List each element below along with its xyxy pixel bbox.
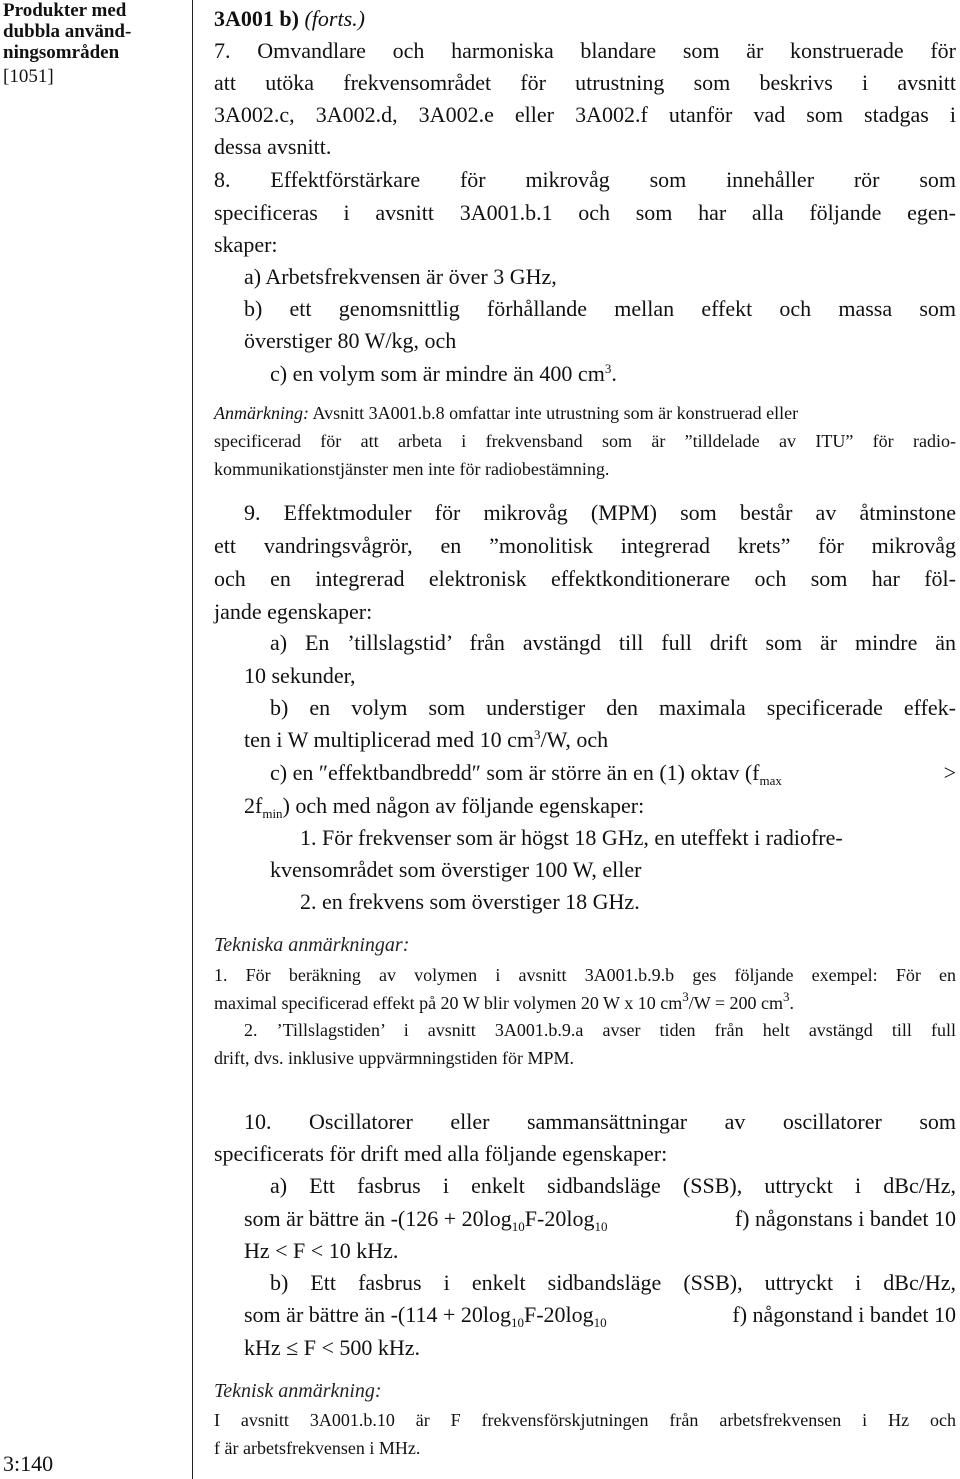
item10-b: b) Ett fasbrus i enkelt sidbandsläge (SSB), uttryckt i dBc/Hz,: [270, 1270, 956, 1295]
item8-line: skaper:: [214, 232, 278, 257]
item9-line: jande egenskaper:: [214, 599, 373, 624]
sidebar-title-line: Produkter med: [3, 0, 127, 21]
item9-c-2: 2. en frekvens som överstiger 18 GHz.: [300, 889, 640, 914]
page-number: 3:140: [3, 1451, 54, 1476]
item9-c-cont: $2f_{min}$) och med någon av följande egenskaper:: [244, 793, 645, 821]
tech-notes-label: Tekniska anmärkningar:: [214, 934, 410, 956]
tech10-line: I avsnitt 3A001.b.10 är F frekvensförskjutningen från arbetsfrekvensen i Hz och: [214, 1410, 956, 1430]
tech9-line: drift, dvs. inklusive uppvärmningstiden för MPM.: [214, 1048, 574, 1068]
section-continued: (forts.): [304, 6, 365, 31]
item8-c: c) en volym som är mindre än 400 $cm^3$.: [270, 361, 617, 386]
item8-line: 8. Effektförstärkare för mikrovåg som innehåller rör som: [214, 167, 956, 192]
section-code: 3A001 b): [214, 6, 299, 31]
item8-a: a) Arbetsfrekvensen är över 3 GHz,: [244, 264, 557, 289]
item10-b-end: kHz ≤ F < 500 kHz.: [244, 1335, 421, 1360]
sidebar: [0, 0, 193, 1479]
sidebar-title: [3, 0, 188, 63]
note8-line: specificerad för att arbeta i frekvensband som är ”tilldelade av ITU” för radio-: [214, 431, 956, 451]
tech9-line: 1. För beräkning av volymen i avsnitt 3A001.b.9.b ges följande exempel: För en: [214, 965, 956, 985]
item7-line: 3A002.c, 3A002.d, 3A002.e eller 3A002.f utanför vad som stadgas i: [214, 102, 956, 127]
tech10-line: f är arbetsfrekvensen i MHz.: [214, 1438, 421, 1458]
item7-line: 7. Omvandlare och harmoniska blandare som är konstruerade för: [214, 38, 956, 63]
sidebar-title-line: dubbla använd-: [3, 21, 132, 42]
tech9-line: 2. ’Tillslagstiden’ i avsnitt 3A001.b.9.a avser tiden från helt avstängd till full: [244, 1020, 956, 1040]
item10-a-cont: som är bättre än $-(126 + 20\log_{10}F-20\log_{10}$ f) någonstans i bandet 10: [244, 1206, 956, 1234]
item9-c-1: 1. För frekvenser som är högst 18 GHz, en uteffekt i radiofre-: [300, 825, 843, 850]
item8-b: b) ett genomsnittlig förhållande mellan effekt och massa som: [244, 296, 956, 321]
item10-a-end: Hz < F < 10 kHz.: [244, 1238, 399, 1263]
item10-a: a) Ett fasbrus i enkelt sidbandsläge (SSB), uttryckt i dBc/Hz,: [270, 1173, 956, 1198]
item9-a: a) En ’tillslagstid’ från avstängd till full drift som är mindre än: [270, 630, 956, 655]
item7-line: att utöka frekvensområdet för utrustning som beskrivs i avsnitt: [214, 70, 956, 95]
item9-line: ett vandringsvågrör, en ”monolitisk integrerad krets” för mikrovåg: [214, 533, 956, 558]
tech-note-label: Teknisk anmärkning:: [214, 1380, 382, 1402]
tech9-line: maximal specificerad effekt på 20 W blir volymen 20 W x 10 $cm^3/W = 200$ $cm^3$.: [214, 989, 795, 1013]
sidebar-title-line: ningsområden: [3, 42, 120, 63]
item9-b: b) en volym som understiger den maximala specificerade effek-: [270, 695, 956, 720]
item8-b-cont: överstiger 80 W/kg, och: [244, 328, 457, 353]
item10-line: 10. Oscillatorer eller sammansättningar av oscillatorer som: [244, 1109, 956, 1134]
item9-c-1-cont: kvensområdet som överstiger 100 W, eller: [270, 857, 642, 882]
item9-b-cont: ten i W multiplicerad med 10 $cm^3/W$, och: [244, 727, 609, 752]
section-heading: [214, 6, 365, 32]
item7-line: dessa avsnitt.: [214, 134, 332, 159]
sidebar-code: [1051]: [3, 66, 54, 87]
item9-a-cont: 10 sekunder,: [244, 663, 356, 688]
note8-line: kommunikationstjänster men inte för radiobestämning.: [214, 459, 610, 479]
note-label: Anmärkning:: [214, 403, 309, 423]
item9-c: c) en ″effektbandbredd″ som är större än en (1) oktav ($f_{max}$ >: [270, 760, 956, 788]
item8-line: specificeras i avsnitt 3A001.b.1 och som har alla följande egen-: [214, 200, 956, 225]
item10-line: specificerats för drift med alla följande egenskaper:: [214, 1141, 668, 1166]
item10-b-cont: som är bättre än $-(114 + 20\log_{10}F-20\log_{10}$ f) någonstand i bandet 10: [244, 1302, 956, 1330]
item9-line: och en integrerad elektronisk effektkonditionerare och som har föl-: [214, 566, 956, 591]
note8-line: Anmärkning: Avsnitt 3A001.b.8 omfattar inte utrustning som är konstruerad eller: [214, 403, 799, 423]
item9-line: 9. Effektmoduler för mikrovåg (MPM) som består av åtminstone: [244, 500, 956, 525]
